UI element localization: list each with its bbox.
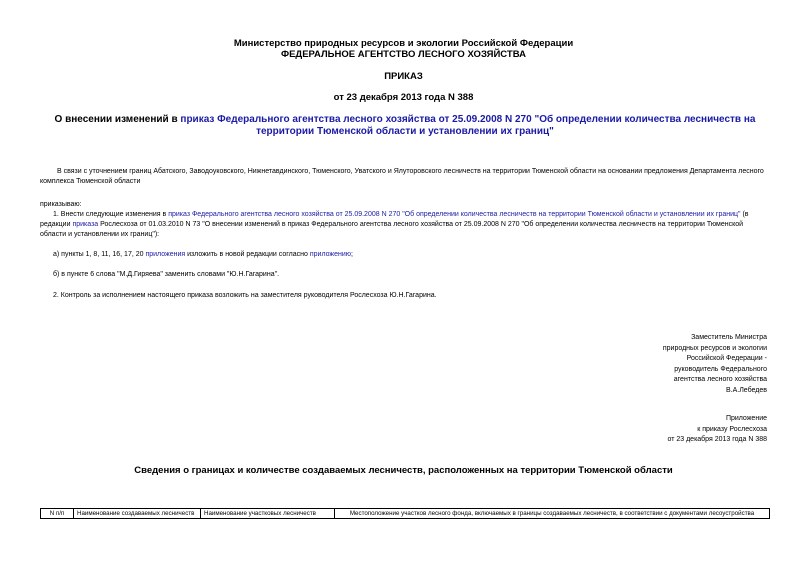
col-header-number: N п/п [41,509,74,519]
item-2: 2. Контроль за исполнением настоящего приказа возложить на заместителя руководителя Рослесхоза Ю.Н.Гагарина. [53,292,437,299]
ministry-name: Министерство природных ресурсов и экологии Российской Федерации [233,38,574,49]
doc-type: ПРИКАЗ [384,71,423,82]
title-prefix: О внесении изменений в [54,114,181,125]
appendix-block [667,414,767,446]
intro-paragraph: В связи с уточнением границ Абатского, Заводоуковского, Нижнетавдинского, Тюменского, Уватского и Ялуторовского лесничеств на территории Тюменской области на основании предложения Департамента лесного комплекса Тюменской области [40,168,764,185]
doc-date: от 23 декабря 2013 года N 388 [333,92,474,103]
signature-block [663,333,767,396]
signature-line: В.А.Лебедев [725,386,767,394]
title-order-link[interactable]: приказ Федерального агентства лесного хозяйства от 25.09.2008 N 270 "Об определении количества лесничеств на территории Тюменской области и установлении их границ" [180,114,756,137]
col-header-forestry: Наименование создаваемых лесничеств [74,509,201,519]
item-b: б) в пункте 6 слова "М.Д.Гиряева" заменить словами "Ю.Н.Гагарина". [53,271,280,278]
signature-line: Заместитель Министра [691,334,767,341]
item1-text-c: Рослесхоза от 01.03.2010 N 73 "О внесении изменений в приказ Федерального агентства лесного хозяйства от 25.09.2008 N 270 "Об определении количества лесничеств на территории Тюменской области и установлении их границ" [40,221,744,238]
signature-line: природных ресурсов и экологии [662,344,767,352]
boundaries-table [40,508,770,519]
item1-text-d: ): [154,231,160,238]
col-header-district: Наименование участковых лесничеств [201,509,335,519]
item-a-text-2: изложить в новой редакции согласно [185,251,310,258]
item-a [53,250,770,260]
appendix-line: от 23 декабря 2013 года N 388 [667,436,767,443]
item-1 [40,210,770,240]
table-header-row [41,509,770,519]
agency-name: ФЕДЕРАЛЬНОЕ АГЕНТСТВО ЛЕСНОГО ХОЗЯЙСТВА [280,49,526,60]
item1-text-a: 1. Внести следующие изменения в [53,211,169,218]
appendix-link-2[interactable]: приложению [309,251,352,258]
signature-line: Российской Федерации - [686,355,767,362]
signature-line: агентства лесного хозяйства [673,376,767,383]
signature-line: руководитель Федерального [674,365,767,373]
item-a-text-3: ; [351,251,353,258]
appendix-line: Приложение [725,415,767,422]
item1-order-link[interactable]: приказ Федерального агентства лесного хозяйства от 25.09.2008 N 270 "Об определении количества лесничеств на территории Тюменской области и установлении их границ" [168,211,741,218]
page-title [40,114,770,138]
appendix-heading: Сведения о границах и количестве создаваемых лесничеств, расположенных на территории Тюменской области [134,465,673,476]
item1-prikaz-link[interactable]: приказа [72,221,99,228]
appendix-line: к приказу Рослесхоза [697,425,767,433]
appendix-link[interactable]: приложения [145,251,186,258]
col-header-location: Местоположение участков лесного фонда, включаемых в границы создаваемых лесничеств, в соответствии с документами лесоустройства [335,509,770,519]
order-word: приказываю: [40,201,82,208]
item1-text-b: (в редакции [40,211,749,228]
item-a-text-1: а) пункты 1, 8, 11, 16, 17, 20 [53,251,146,258]
